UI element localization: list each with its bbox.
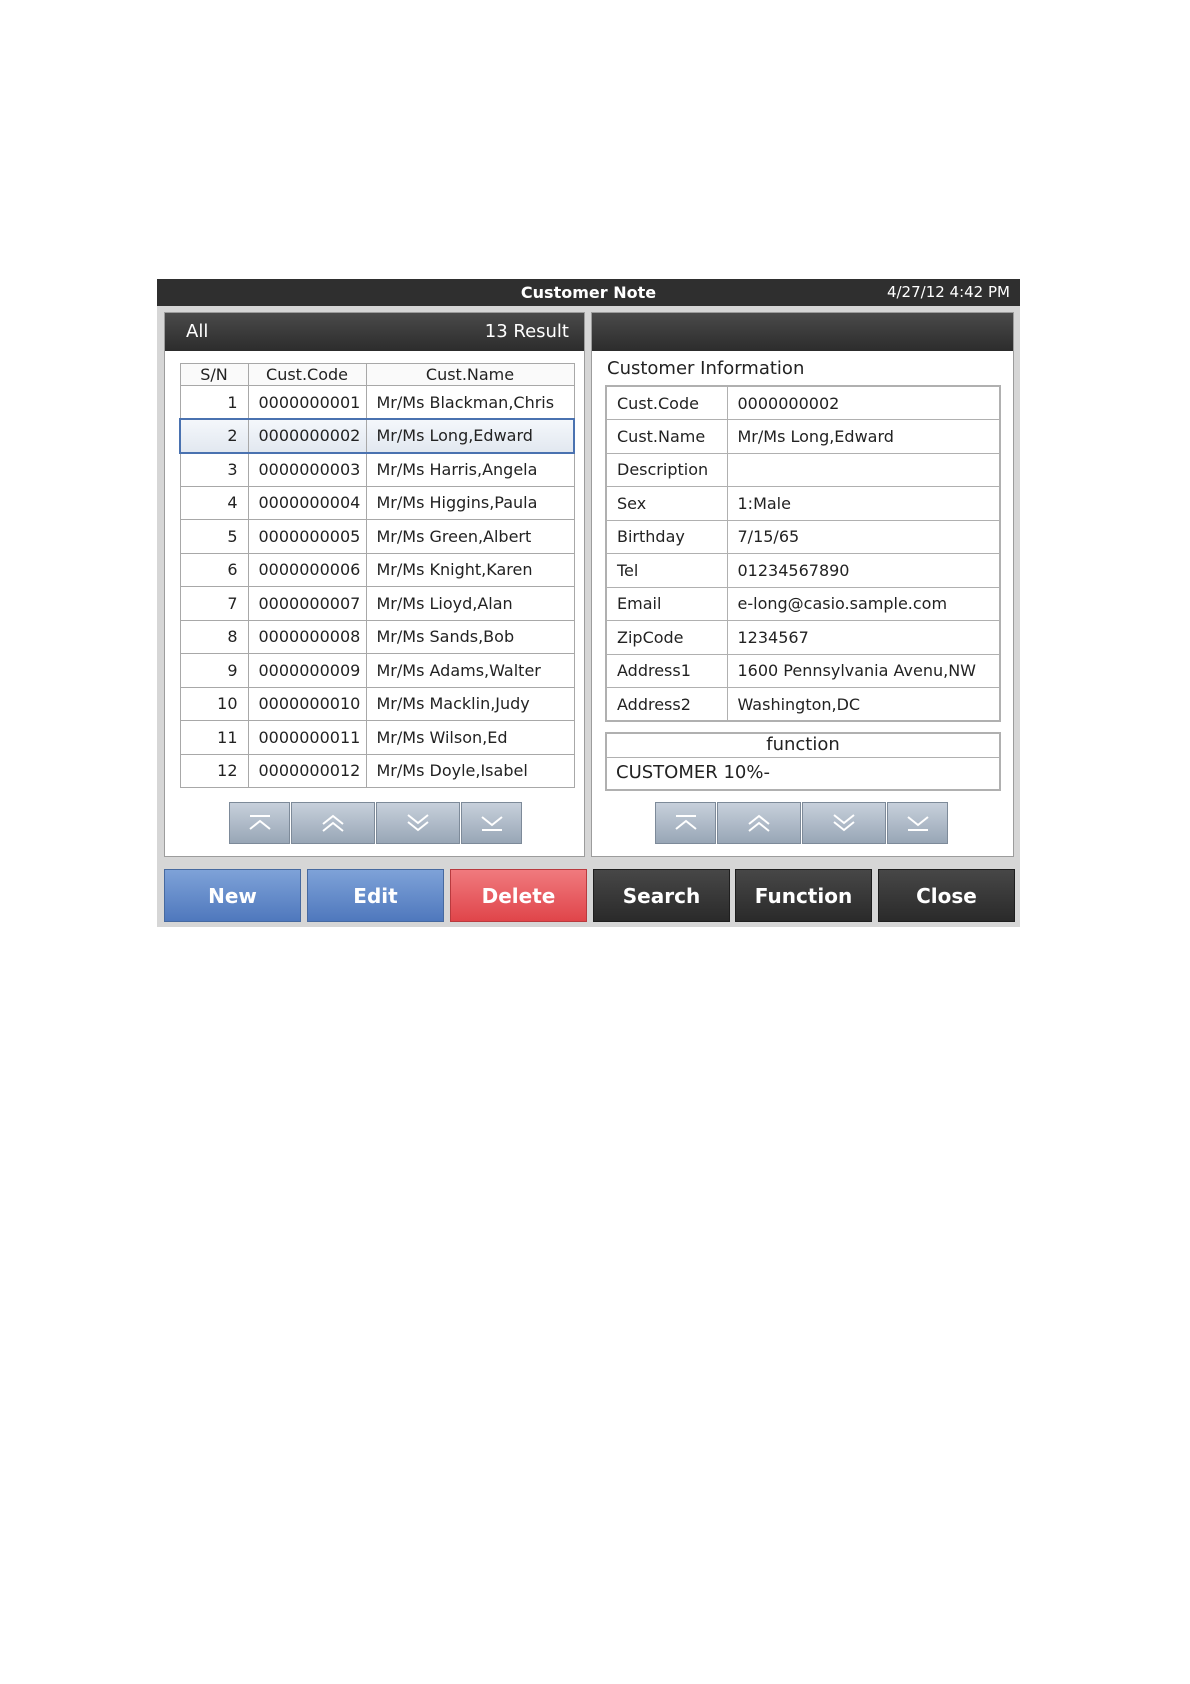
cell-cust-name: Mr/Ms Macklin,Judy	[366, 687, 574, 721]
column-header-code[interactable]: Cust.Code	[248, 364, 366, 386]
cell-cust-name: Mr/Ms Wilson,Ed	[366, 721, 574, 755]
info-first-page-button[interactable]	[655, 802, 716, 844]
customer-info-table	[605, 385, 1001, 722]
info-row	[606, 554, 1000, 588]
info-value[interactable]	[727, 453, 1000, 487]
table-row[interactable]	[180, 620, 574, 654]
info-value[interactable]: Mr/Ms Long,Edward	[727, 420, 1000, 454]
customer-info-panel	[591, 312, 1014, 857]
info-row	[606, 420, 1000, 454]
info-label: Email	[606, 587, 727, 621]
cell-cust-code: 0000000007	[248, 587, 366, 621]
cell-sn: 7	[180, 587, 248, 621]
cell-cust-code: 0000000012	[248, 754, 366, 788]
table-row[interactable]	[180, 721, 574, 755]
table-row[interactable]	[180, 486, 574, 520]
info-row	[606, 688, 1000, 722]
info-row	[606, 587, 1000, 621]
table-row[interactable]	[180, 386, 574, 420]
page-down-icon	[830, 813, 858, 833]
cell-cust-name: Mr/Ms Lioyd,Alan	[366, 587, 574, 621]
cell-cust-name: Mr/Ms Doyle,Isabel	[366, 754, 574, 788]
cell-cust-code: 0000000002	[248, 419, 366, 453]
cell-sn: 6	[180, 553, 248, 587]
cell-cust-name: Mr/Ms Higgins,Paula	[366, 486, 574, 520]
cell-sn: 12	[180, 754, 248, 788]
column-header-sn[interactable]: S/N	[180, 364, 248, 386]
info-label: Cust.Code	[606, 386, 727, 420]
cell-cust-name: Mr/Ms Knight,Karen	[366, 553, 574, 587]
table-row[interactable]	[180, 453, 574, 487]
filter-label[interactable]: All	[186, 321, 209, 342]
table-row[interactable]	[180, 654, 574, 688]
info-row	[606, 654, 1000, 688]
column-header-name[interactable]: Cust.Name	[366, 364, 574, 386]
info-label: Address2	[606, 688, 727, 722]
customer-note-window	[157, 279, 1020, 927]
title-bar	[157, 279, 1020, 306]
cell-cust-name: Mr/Ms Blackman,Chris	[366, 386, 574, 420]
info-value[interactable]: 0000000002	[727, 386, 1000, 420]
info-value[interactable]: 1:Male	[727, 487, 1000, 521]
list-first-page-button[interactable]	[229, 802, 290, 844]
search-button[interactable]: Search	[593, 869, 730, 922]
cell-sn: 9	[180, 654, 248, 688]
cell-cust-code: 0000000005	[248, 520, 366, 554]
info-last-page-button[interactable]	[887, 802, 948, 844]
customer-list-panel	[164, 312, 585, 857]
page-up-icon	[319, 813, 347, 833]
list-last-page-button[interactable]	[461, 802, 522, 844]
new-button[interactable]: New	[164, 869, 301, 922]
info-page-down-button[interactable]	[802, 802, 886, 844]
info-row	[606, 621, 1000, 655]
cell-sn: 1	[180, 386, 248, 420]
last-page-icon	[478, 813, 506, 833]
function-button[interactable]: Function	[735, 869, 872, 922]
info-label: Cust.Name	[606, 420, 727, 454]
cell-cust-code: 0000000003	[248, 453, 366, 487]
list-header	[165, 313, 584, 351]
cell-cust-name: Mr/Ms Long,Edward	[366, 419, 574, 453]
first-page-icon	[246, 813, 274, 833]
info-row	[606, 453, 1000, 487]
list-page-up-button[interactable]	[291, 802, 375, 844]
page-down-icon	[404, 813, 432, 833]
customer-info-title: Customer Information	[607, 358, 805, 379]
table-row[interactable]	[180, 587, 574, 621]
table-row[interactable]	[180, 520, 574, 554]
first-page-icon	[672, 813, 700, 833]
info-page-up-button[interactable]	[717, 802, 801, 844]
delete-button[interactable]: Delete	[450, 869, 587, 922]
table-row[interactable]	[180, 754, 574, 788]
cell-cust-code: 0000000009	[248, 654, 366, 688]
info-value[interactable]: e-long@casio.sample.com	[727, 587, 1000, 621]
info-label: Address1	[606, 654, 727, 688]
info-value[interactable]: Washington,DC	[727, 688, 1000, 722]
info-label: Tel	[606, 554, 727, 588]
customer-list-table	[179, 363, 575, 788]
cell-sn: 8	[180, 620, 248, 654]
cell-cust-code: 0000000010	[248, 687, 366, 721]
table-row[interactable]	[180, 553, 574, 587]
window-title: Customer Note	[520, 283, 657, 302]
info-label: ZipCode	[606, 621, 727, 655]
cell-cust-code: 0000000011	[248, 721, 366, 755]
info-row	[606, 386, 1000, 420]
cell-cust-code: 0000000004	[248, 486, 366, 520]
info-row	[606, 520, 1000, 554]
info-pager	[655, 802, 948, 844]
function-header: function	[607, 734, 999, 758]
edit-button[interactable]: Edit	[307, 869, 444, 922]
cell-sn: 3	[180, 453, 248, 487]
list-pager	[229, 802, 522, 844]
cell-sn: 11	[180, 721, 248, 755]
cell-cust-name: Mr/Ms Harris,Angela	[366, 453, 574, 487]
info-value[interactable]: 7/15/65	[727, 520, 1000, 554]
cell-cust-name: Mr/Ms Adams,Walter	[366, 654, 574, 688]
info-value[interactable]: 01234567890	[727, 554, 1000, 588]
cell-sn: 2	[180, 419, 248, 453]
cell-cust-code: 0000000006	[248, 553, 366, 587]
cell-sn: 5	[180, 520, 248, 554]
function-box	[605, 732, 1001, 791]
table-header-row	[180, 364, 574, 386]
cell-cust-name: Mr/Ms Sands,Bob	[366, 620, 574, 654]
info-label: Birthday	[606, 520, 727, 554]
info-value[interactable]: 1600 Pennsylvania Avenu,NW	[727, 654, 1000, 688]
cell-cust-name: Mr/Ms Green,Albert	[366, 520, 574, 554]
last-page-icon	[904, 813, 932, 833]
cell-cust-code: 0000000008	[248, 620, 366, 654]
page-up-icon	[745, 813, 773, 833]
info-label: Description	[606, 453, 727, 487]
info-header	[592, 313, 1013, 351]
table-row[interactable]	[180, 687, 574, 721]
info-label: Sex	[606, 487, 727, 521]
info-row	[606, 487, 1000, 521]
close-button[interactable]: Close	[878, 869, 1015, 922]
function-value[interactable]: CUSTOMER 10%-	[616, 762, 770, 783]
result-count: 13 Result	[484, 321, 569, 342]
cell-sn: 10	[180, 687, 248, 721]
cell-cust-code: 0000000001	[248, 386, 366, 420]
cell-sn: 4	[180, 486, 248, 520]
clock: 4/27/12 4:42 PM	[886, 283, 1010, 301]
list-page-down-button[interactable]	[376, 802, 460, 844]
table-row[interactable]	[180, 419, 574, 453]
info-value[interactable]: 1234567	[727, 621, 1000, 655]
